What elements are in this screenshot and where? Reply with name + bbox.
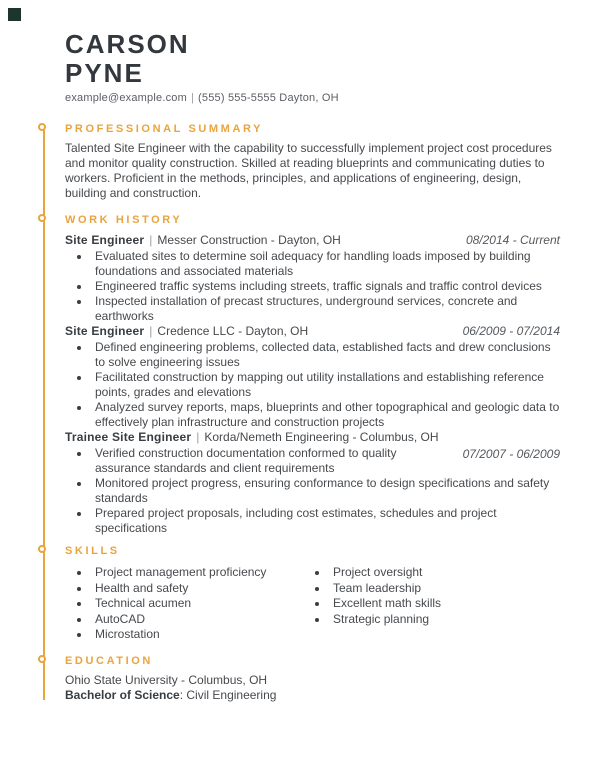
bullet-icon	[77, 452, 81, 456]
job-title: Site Engineer	[65, 324, 145, 338]
email-text: example@example.com	[65, 92, 187, 104]
timeline-node-icon	[38, 214, 46, 222]
skill-item: Team leadership	[303, 581, 441, 597]
degree-name: Bachelor of Science	[65, 688, 180, 702]
job-title-line	[65, 324, 308, 339]
job-title: Trainee Site Engineer	[65, 430, 192, 444]
skill-item: Excellent math skills	[303, 596, 441, 612]
education-heading-label: EDUCATION	[65, 654, 153, 667]
bullet-icon	[77, 346, 81, 350]
skill-item: Project management proficiency	[65, 565, 303, 581]
job-bullet: Defined engineering problems, collected data, established facts and drew conclusions to solve engineering issues	[65, 340, 560, 370]
skill-item: Project oversight	[303, 565, 441, 581]
job-bullet: Monitored project progress, ensuring conformance to design specifications and safety standards	[65, 476, 560, 506]
timeline-node-icon	[38, 655, 46, 663]
job-company: Korda/Nemeth Engineering - Columbus, OH	[204, 430, 439, 444]
skill-item: Technical acumen	[65, 596, 303, 612]
education-heading	[65, 655, 560, 668]
bullet-icon	[315, 587, 319, 591]
job-title-line	[65, 233, 341, 248]
resume-header	[65, 30, 560, 105]
education-school: Ohio State University - Columbus, OH	[65, 672, 268, 687]
last-name: PYNE	[65, 58, 144, 88]
bullet-icon	[77, 571, 81, 575]
skill-item: Health and safety	[65, 581, 303, 597]
candidate-name	[65, 30, 560, 88]
bullet-icon	[77, 618, 81, 622]
job-bullet: Verified construction documentation conformed to quality assurance standards and client requirements	[65, 446, 560, 476]
job-title: Site Engineer	[65, 233, 145, 247]
contact-line	[65, 92, 560, 105]
skills-column-1	[65, 565, 303, 643]
bullet-icon	[77, 587, 81, 591]
skill-item: Microstation	[65, 627, 303, 643]
timeline	[65, 123, 560, 704]
bullet-icon	[77, 482, 81, 486]
job-bullet: Analyzed survey reports, maps, blueprints and other topographical and geologic data to effectively plan infrastructure and construction projects	[65, 400, 560, 430]
summary-text: Talented Site Engineer with the capability to successfully implement project cost procedures and monitor quality construction. Skilled at reading blueprints and communicating duties to workers. Proficient in the methods, principles, and applications of engineering, design, building and construction.	[65, 141, 552, 200]
job-company: Messer Construction - Dayton, OH	[157, 233, 341, 247]
job-bullet: Prepared project proposals, including cost estimates, schedules and project specifications	[65, 506, 560, 536]
timeline-node-icon	[38, 123, 46, 131]
summary-heading-label: PROFESSIONAL SUMMARY	[65, 123, 264, 135]
bullet-icon	[315, 602, 319, 606]
section-professional-summary	[65, 123, 560, 201]
job-header	[65, 324, 560, 339]
work-history-heading	[65, 214, 560, 227]
job-header	[65, 430, 560, 445]
separator: |	[149, 324, 153, 338]
job-dates: 06/2009 - 07/2014	[462, 324, 560, 338]
education-degree	[65, 688, 560, 704]
timeline-node-icon	[38, 545, 46, 553]
bullet-icon	[77, 255, 81, 259]
job-header	[65, 233, 560, 248]
bullet-icon	[315, 571, 319, 575]
job-list	[65, 233, 560, 536]
job-bullets-wrap	[65, 446, 560, 536]
job-company: Credence LLC - Dayton, OH	[157, 324, 309, 338]
job-bullet: Engineered traffic systems including streets, traffic signals and traffic control devices	[65, 279, 560, 294]
job-bullet: Evaluated sites to determine soil adequacy for handling loads imposed by building foundations and associated materials	[65, 249, 560, 279]
bullet-icon	[77, 376, 81, 380]
skill-item: Strategic planning	[303, 612, 441, 628]
page-corner-mark	[8, 8, 21, 21]
section-work-history	[65, 214, 560, 536]
section-skills	[65, 545, 560, 643]
job-entry	[65, 233, 560, 324]
contact-separator: |	[190, 92, 195, 104]
job-dates: 07/2007 - 06/2009	[462, 447, 560, 461]
bullet-icon	[77, 300, 81, 304]
job-bullets	[65, 249, 560, 324]
bullet-icon	[77, 285, 81, 289]
first-name: CARSON	[65, 29, 190, 59]
skills-heading-label: SKILLS	[65, 545, 120, 557]
job-entry	[65, 324, 560, 430]
skills-heading	[65, 545, 560, 558]
bullet-icon	[77, 512, 81, 516]
degree-field: : Civil Engineering	[179, 688, 277, 702]
job-entry	[65, 430, 560, 536]
job-dates: 08/2014 - Current	[465, 233, 560, 247]
skill-item: AutoCAD	[65, 612, 303, 628]
separator: |	[196, 430, 200, 444]
work-heading-label: WORK HISTORY	[65, 214, 183, 226]
skills-column-2	[303, 565, 441, 643]
job-bullet: Facilitated construction by mapping out utility installations and establishing reference points, grades and elevations	[65, 370, 560, 400]
phone-location-text: (555) 555-5555 Dayton, OH	[198, 92, 339, 104]
bullet-icon	[315, 618, 319, 622]
summary-heading	[65, 123, 560, 136]
skills-columns	[65, 564, 560, 643]
separator: |	[149, 233, 153, 247]
job-bullets	[65, 340, 560, 430]
section-education	[65, 655, 560, 704]
job-title-line	[65, 430, 439, 445]
bullet-icon	[77, 633, 81, 637]
bullet-icon	[77, 406, 81, 410]
job-bullet: Inspected installation of precast structures, underground services, concrete and earthworks	[65, 294, 560, 324]
bullet-icon	[77, 602, 81, 606]
